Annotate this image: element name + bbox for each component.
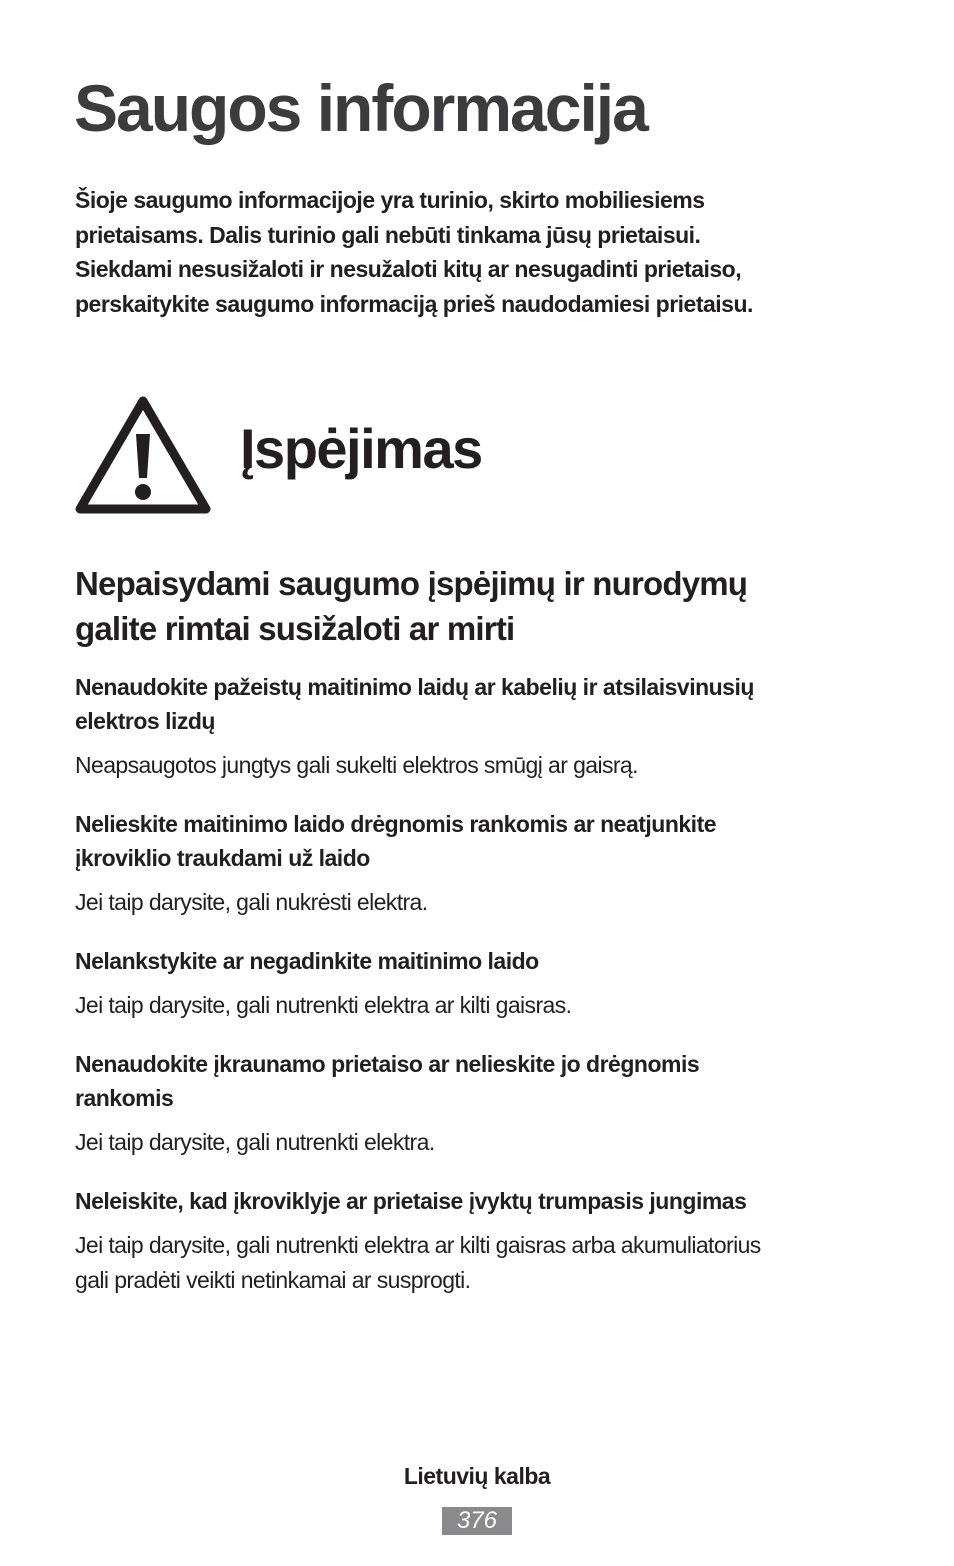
- item-body: [75, 748, 895, 783]
- warning-item: [75, 1047, 895, 1160]
- item-body-line: Jei taip darysite, gali nutrenkti elektra ar kilti gaisras.: [75, 992, 572, 1018]
- item-body: [75, 1125, 895, 1160]
- item-heading: [75, 944, 895, 978]
- warning-title: Įspėjimas: [240, 417, 482, 480]
- item-body: [75, 1228, 895, 1298]
- footer-language: Lietuvių kalba: [403, 1463, 551, 1489]
- subheading-line: Nepaisydami saugumo įspėjimų ir nurodymų: [75, 565, 748, 602]
- intro-paragraph: [75, 183, 875, 321]
- item-heading-line: Nelieskite maitinimo laido drėgnomis rankomis ar neatjunkite: [75, 811, 717, 837]
- intro-line: prietaisams. Dalis turinio gali nebūti tinkama jūsų prietaisui.: [75, 221, 701, 248]
- item-heading-line: Nelankstykite ar negadinkite maitinimo laido: [75, 948, 539, 974]
- item-body-line: gali pradėti veikti netinkamai ar susprogti.: [75, 1267, 471, 1293]
- subheading-line: galite rimtai susižaloti ar mirti: [75, 610, 515, 647]
- item-body-line: Jei taip darysite, gali nutrenkti elektra ar kilti gaisras arba akumuliatorius: [75, 1232, 761, 1258]
- item-heading: [75, 807, 895, 875]
- item-heading-line: Nenaudokite įkraunamo prietaiso ar nelieskite jo drėgnomis: [75, 1051, 700, 1077]
- intro-line: Siekdami nesusižaloti ir nesužaloti kitų ar nesugadinti prietaiso,: [75, 256, 742, 282]
- warning-item: [75, 670, 895, 783]
- warning-item: [75, 807, 895, 920]
- item-heading-line: rankomis: [75, 1085, 174, 1111]
- item-heading-line: įkroviklio traukdami už laido: [75, 845, 370, 871]
- warning-item: [75, 1184, 895, 1298]
- warning-triangle-icon: [73, 392, 213, 515]
- page-title: Saugos informacija: [74, 71, 647, 145]
- item-heading: [75, 1184, 895, 1218]
- item-heading-line: Nenaudokite pažeistų maitinimo laidų ar kabelių ir atsilaisvinusių: [75, 674, 754, 700]
- item-body: [75, 885, 895, 920]
- item-body-line: Jei taip darysite, gali nutrenkti elektra.: [75, 1129, 435, 1155]
- section-subheading: [75, 561, 895, 651]
- item-heading-line: Neleiskite, kad įkroviklyje ar prietaise įvyktų trumpasis jungimas: [75, 1188, 747, 1214]
- page-number: 376: [442, 1507, 512, 1535]
- item-body-line: Jei taip darysite, gali nukrėsti elektra.: [75, 889, 428, 915]
- item-body-line: Neapsaugotos jungtys gali sukelti elektros smūgį ar gaisrą.: [75, 752, 638, 778]
- item-heading: [75, 1047, 895, 1115]
- warning-item: [75, 944, 895, 1023]
- intro-line: Šioje saugumo informacijoje yra turinio, skirto mobiliesiems: [75, 187, 705, 213]
- item-heading-line: elektros lizdų: [75, 708, 215, 734]
- warning-items: [75, 670, 895, 1322]
- item-heading: [75, 670, 895, 738]
- intro-line: perskaitykite saugumo informaciją prieš naudodamiesi prietaisu.: [75, 290, 753, 317]
- item-body: [75, 988, 895, 1023]
